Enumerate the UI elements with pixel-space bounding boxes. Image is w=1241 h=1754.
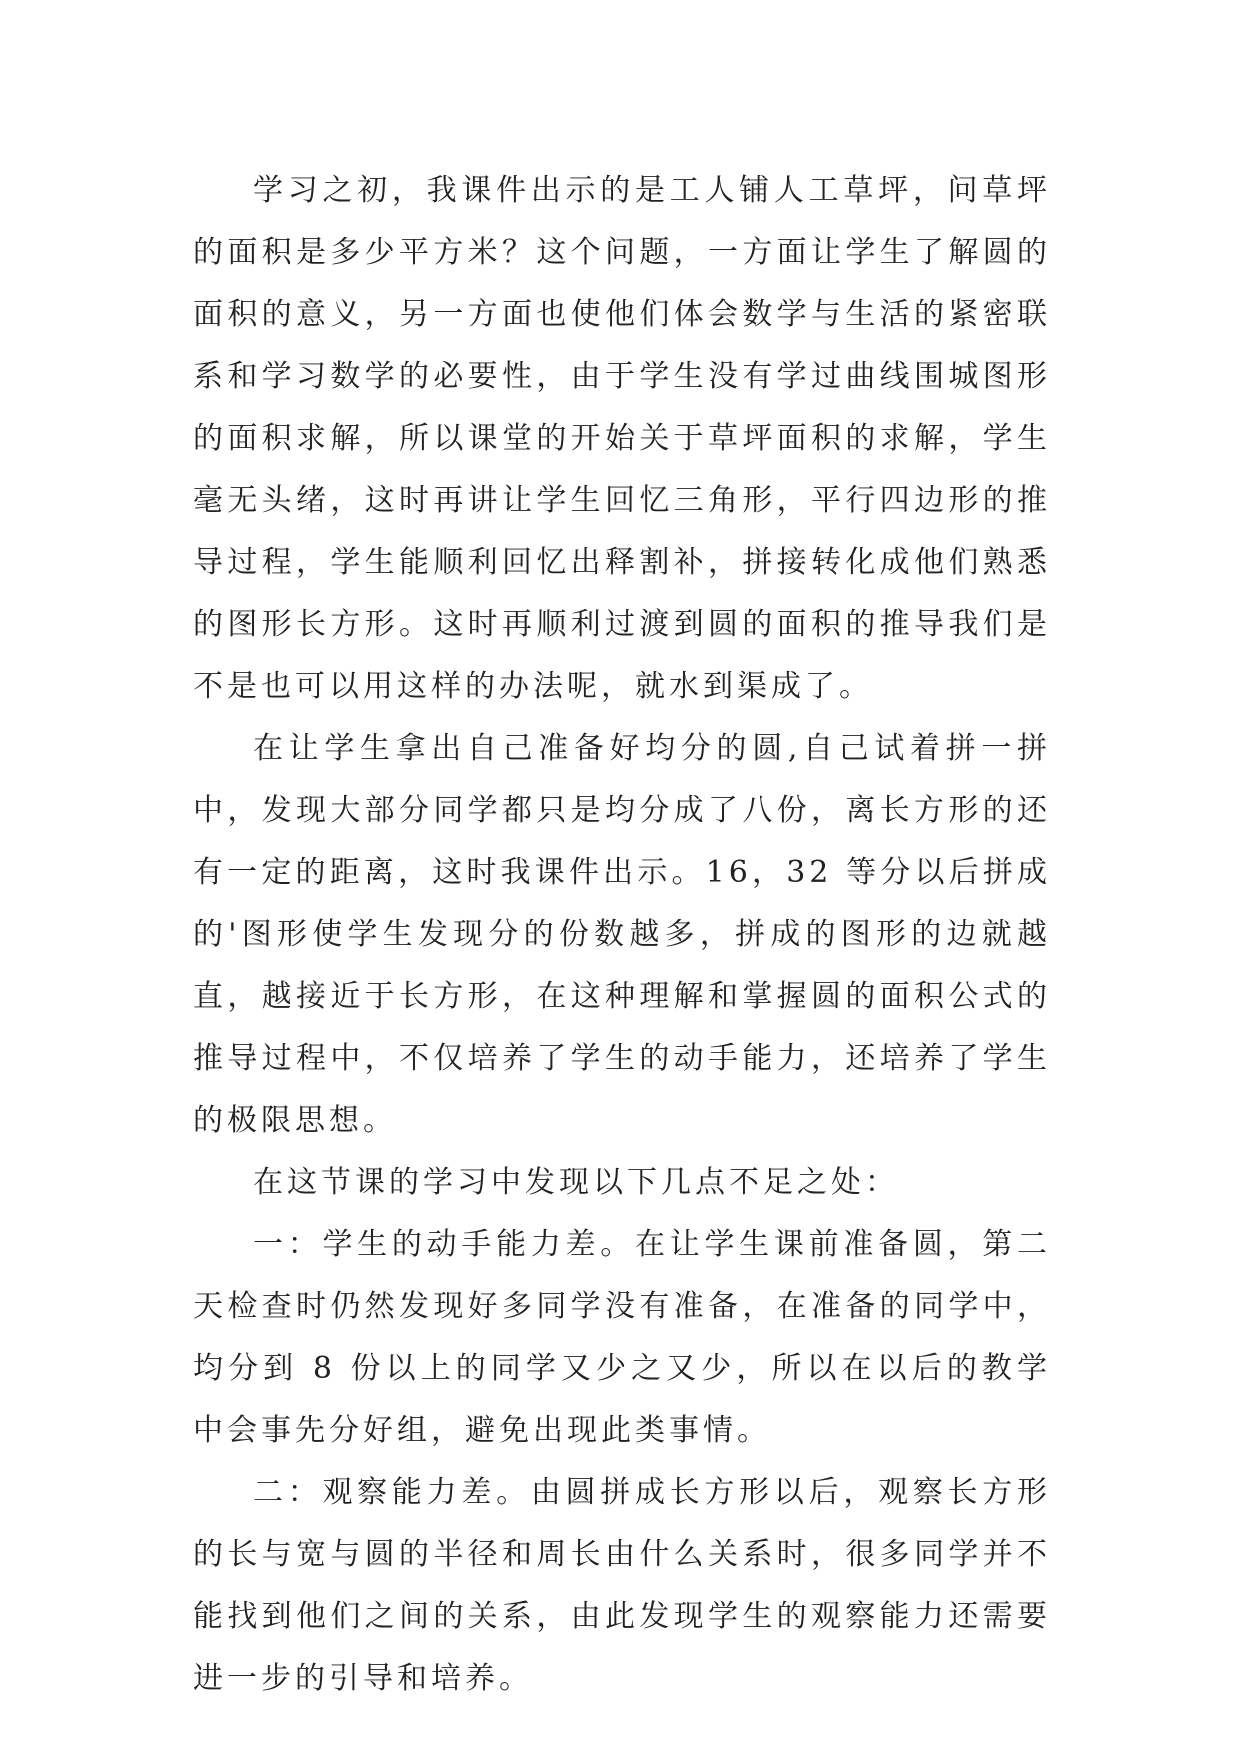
paragraph: 学习之初，我课件出示的是工人铺人工草坪，问草坪的面积是多少平方米？这个问题，一方面让学生了解圆的面积的意义，另一方面也使他们体会数学与生活的紧密联系和学习数学的必要性，由于学生没有学过曲线围城图形的面积求解，所以课堂的开始关于草坪面积的求解，学生毫无头绪，这时再讲让学生回忆三角形，平行四边形的推导过程，学生能顺利回忆出释割补，拼接转化成他们熟悉的图形长方形。这时再顺利过渡到圆的面积的推导我们是不是也可以用这样的办法呢，就水到渠成了。 <box>193 173 1051 704</box>
document-body <box>193 160 1051 1710</box>
paragraph: 一：学生的动手能力差。在让学生课前准备圆，第二天检查时仍然发现好多同学没有准备，在准备的同学中，均分到 8 份以上的同学又少之又少，所以在以后的教学中会事先分好组，避免出现此类事情。 <box>193 1227 1051 1448</box>
paragraph: 在这节课的学习中发现以下几点不足之处： <box>253 1165 899 1200</box>
paragraph: 二：观察能力差。由圆拼成长方形以后，观察长方形的长与宽与圆的半径和周长由什么关系时，很多同学并不能找到他们之间的关系，由此发现学生的观察能力还需要进一步的引导和培养。 <box>193 1475 1051 1696</box>
paragraph: 在让学生拿出自己准备好均分的圆,自己试着拼一拼中，发现大部分同学都只是均分成了八份，离长方形的还有一定的距离，这时我课件出示。16，32 等分以后拼成的'图形使学生发现分的份数越多，拼成的图形的边就越直，越接近于长方形，在这种理解和掌握圆的面积公式的推导过程中，不仅培养了学生的动手能力，还培养了学生的极限思想。 <box>193 731 1051 1138</box>
